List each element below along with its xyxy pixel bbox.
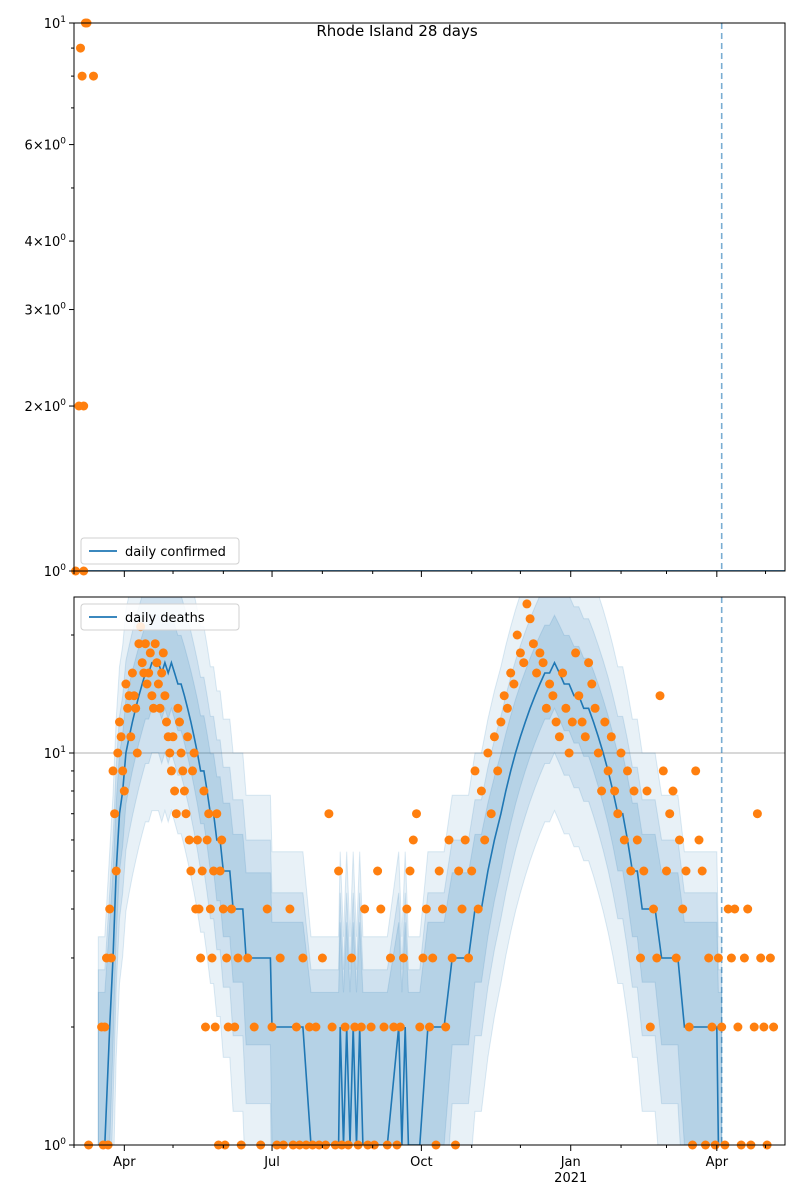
bottom-point-155 [490,732,499,741]
bottom-point-217 [691,766,700,775]
bottom-point-114 [357,1023,366,1032]
bottom-point-3 [100,1023,109,1032]
bottom-point-84 [243,954,252,963]
bottom-point-153 [483,749,492,758]
bottom-point-96 [298,954,307,963]
bottom-point-41 [162,718,171,727]
bottom-point-68 [206,905,215,914]
bottom-point-87 [263,905,272,914]
bottom-point-11 [113,749,122,758]
bottom-ytick-label-0: $10^0$ [43,1137,66,1154]
bottom-point-31 [146,648,155,657]
bottom-point-214 [682,867,691,876]
bottom-point-38 [157,669,166,678]
bottom-point-204 [649,905,658,914]
top-ytick-label-4: $6\times 10^0$ [24,136,66,154]
bottom-point-21 [130,691,139,700]
bottom-point-141 [445,836,454,845]
bottom-point-30 [144,669,153,678]
bottom-point-104 [324,809,333,818]
bottom-point-183 [581,732,590,741]
bottom-point-26 [138,658,147,667]
bottom-point-111 [347,954,356,963]
bottom-point-213 [678,905,687,914]
bottom-point-71 [211,1023,220,1032]
bottom-point-75 [217,836,226,845]
top-points [71,19,98,576]
bottom-point-66 [203,836,212,845]
bottom-point-159 [503,704,512,713]
bottom-point-107 [334,867,343,876]
bottom-point-44 [167,766,176,775]
bottom-point-133 [419,954,428,963]
bottom-point-88 [268,1023,277,1032]
bottom-point-6 [105,905,114,914]
bottom-point-139 [438,905,447,914]
bottom-point-171 [542,704,551,713]
bottom-point-105 [328,1023,337,1032]
bottom-xtick-sublabel-3: 2021 [554,1171,588,1186]
bottom-point-169 [535,648,544,657]
bottom-xtick-label-0: Apr [113,1155,136,1170]
bottom-point-175 [555,732,564,741]
bottom-point-15 [120,787,129,796]
bottom-point-206 [656,691,665,700]
bottom-point-34 [151,639,160,648]
top-point-3 [78,72,87,81]
bottom-point-150 [474,905,483,914]
bottom-point-100 [311,1023,320,1032]
bottom-point-56 [186,867,195,876]
bottom-point-199 [633,836,642,845]
bottom-point-94 [292,1023,301,1032]
bottom-point-81 [230,1023,239,1032]
bottom-point-76 [219,905,228,914]
bottom-point-166 [526,614,535,623]
top-point-8 [89,72,98,81]
bottom-point-43 [165,749,174,758]
bottom-point-174 [552,718,561,727]
bottom-point-178 [565,749,574,758]
bottom-legend-label: daily deaths [125,611,205,626]
bottom-point-74 [216,867,225,876]
bottom-point-173 [548,691,557,700]
bottom-point-28 [141,639,150,648]
top-plot-area [74,23,785,571]
bottom-point-131 [412,809,421,818]
bottom-point-168 [532,669,541,678]
bottom-xtick-label-1: Jul [264,1155,280,1170]
bottom-panel [44,523,785,1200]
bottom-point-193 [613,809,622,818]
bottom-point-128 [402,905,411,914]
bottom-point-80 [227,905,236,914]
bottom-point-185 [587,680,596,689]
bottom-point-69 [208,954,217,963]
bottom-point-35 [152,658,161,667]
bottom-point-189 [600,718,609,727]
bottom-point-55 [185,836,194,845]
bottom-point-51 [178,766,187,775]
bottom-point-32 [147,691,156,700]
bottom-point-138 [435,867,444,876]
bottom-point-120 [376,905,385,914]
bottom-point-144 [454,867,463,876]
bottom-point-135 [425,1023,434,1032]
bottom-point-36 [154,680,163,689]
bottom-point-203 [646,1023,655,1032]
bottom-point-200 [636,954,645,963]
bottom-point-47 [172,809,181,818]
bottom-point-154 [487,809,496,818]
bottom-point-210 [669,787,678,796]
top-point-2 [76,44,85,53]
bottom-point-92 [285,905,294,914]
bottom-point-201 [639,867,648,876]
bottom-point-230 [733,1023,742,1032]
bottom-point-63 [198,867,207,876]
top-panel [25,15,785,580]
bottom-point-39 [159,648,168,657]
bottom-point-161 [509,680,518,689]
bottom-point-198 [630,787,639,796]
bottom-point-64 [199,787,208,796]
top-ytick-label-0: $10^0$ [43,563,66,580]
bottom-point-82 [234,954,243,963]
bottom-point-147 [464,954,473,963]
bottom-point-215 [685,1023,694,1032]
bottom-point-194 [617,749,626,758]
bottom-point-14 [118,766,127,775]
bottom-point-115 [360,905,369,914]
bottom-point-187 [594,749,603,758]
bottom-point-233 [743,905,752,914]
bottom-point-48 [173,704,182,713]
bottom-point-172 [545,680,554,689]
top-point-5 [79,402,88,411]
bottom-point-162 [513,631,522,640]
bottom-point-57 [188,766,197,775]
bottom-point-184 [584,658,593,667]
bottom-point-151 [477,787,486,796]
bottom-point-22 [131,704,140,713]
bottom-point-140 [441,1023,450,1032]
bottom-xtick-label-2: Oct [410,1155,433,1170]
bottom-point-90 [276,954,285,963]
bottom-point-29 [143,680,152,689]
bottom-point-205 [652,954,661,963]
bottom-xtick-label-3: Jan [560,1155,581,1170]
bottom-point-238 [759,1023,768,1032]
bottom-point-142 [448,954,457,963]
bottom-point-134 [422,905,431,914]
bottom-point-53 [182,809,191,818]
bottom-point-127 [399,954,408,963]
bottom-point-237 [756,954,765,963]
bottom-point-12 [115,718,124,727]
bottom-point-222 [708,1023,717,1032]
bottom-point-37 [156,704,165,713]
bottom-point-196 [623,766,632,775]
bottom-point-225 [717,1023,726,1032]
top-axes-frame [74,23,785,571]
top-ytick-label-5: $10^1$ [43,15,66,32]
bottom-point-85 [250,1023,259,1032]
bottom-point-102 [318,954,327,963]
bottom-point-60 [193,836,202,845]
bottom-point-235 [750,1023,759,1032]
bottom-point-54 [183,732,192,741]
bottom-point-190 [604,766,613,775]
bottom-point-176 [558,669,567,678]
bottom-point-170 [539,658,548,667]
bottom-point-148 [467,867,476,876]
bottom-point-10 [112,867,121,876]
bottom-point-16 [121,680,130,689]
bottom-point-13 [117,732,126,741]
bottom-point-132 [415,1023,424,1032]
bottom-point-117 [367,1023,376,1032]
bottom-point-65 [201,1023,210,1032]
bottom-point-146 [461,836,470,845]
bottom-point-157 [496,718,505,727]
bottom-point-197 [626,867,635,876]
bottom-point-119 [373,867,382,876]
bottom-point-152 [480,836,489,845]
bottom-legend [81,604,239,630]
bottom-point-209 [665,809,674,818]
bottom-point-229 [730,905,739,914]
bottom-point-46 [170,787,179,796]
bottom-point-177 [561,704,570,713]
bottom-point-218 [695,836,704,845]
bottom-point-78 [222,954,231,963]
top-ytick-label-2: $3\times 10^0$ [24,301,66,319]
bottom-point-52 [180,787,189,796]
bottom-ytick-label-1: $10^1$ [43,744,66,762]
bottom-point-9 [110,809,119,818]
bottom-point-208 [662,867,671,876]
top-ytick-label-1: $2\times 10^0$ [24,398,66,416]
bottom-point-62 [196,954,205,963]
bottom-point-61 [195,905,204,914]
bottom-point-236 [753,809,762,818]
bottom-point-212 [675,836,684,845]
bottom-point-179 [568,718,577,727]
bottom-point-19 [126,732,135,741]
bottom-point-181 [574,691,583,700]
bottom-point-17 [123,704,132,713]
bottom-point-8 [109,766,118,775]
bottom-point-232 [740,954,749,963]
bottom-point-40 [160,691,169,700]
top-ytick-label-3: $4\times 10^0$ [24,233,66,251]
bottom-point-109 [341,1023,350,1032]
bottom-point-164 [519,658,528,667]
bottom-point-156 [493,766,502,775]
bottom-point-167 [529,639,538,648]
bottom-point-191 [607,732,616,741]
bottom-point-186 [591,704,600,713]
bottom-point-49 [175,718,184,727]
bottom-point-165 [522,599,531,608]
top-legend [81,538,239,564]
bottom-point-72 [212,809,221,818]
bottom-point-160 [506,669,515,678]
bottom-point-195 [620,836,629,845]
bottom-point-136 [428,954,437,963]
bottom-point-207 [659,766,668,775]
bottom-point-130 [409,836,418,845]
bottom-point-67 [204,809,213,818]
bottom-point-20 [128,669,137,678]
bottom-point-211 [672,954,681,963]
bottom-point-123 [386,954,395,963]
bottom-point-23 [133,749,142,758]
bottom-point-126 [396,1023,405,1032]
bottom-point-221 [704,954,713,963]
bottom-point-158 [500,691,509,700]
bottom-point-45 [169,732,178,741]
bottom-point-219 [698,867,707,876]
bottom-point-58 [190,749,199,758]
top-legend-label: daily confirmed [125,545,226,560]
bottom-point-241 [769,1023,778,1032]
bottom-point-188 [597,787,606,796]
bottom-point-50 [177,749,186,758]
bottom-point-7 [107,954,116,963]
bottom-point-228 [727,954,736,963]
bottom-point-149 [471,766,480,775]
bottom-point-129 [406,867,415,876]
bottom-point-180 [571,648,580,657]
figure-title: Rhode Island 28 days [316,22,478,40]
bottom-point-192 [610,787,619,796]
bottom-point-202 [643,787,652,796]
bottom-point-240 [766,954,775,963]
bottom-point-163 [516,648,525,657]
bottom-point-224 [714,954,723,963]
bottom-point-121 [380,1023,389,1032]
bottom-point-145 [458,905,467,914]
bottom-point-182 [578,718,587,727]
bottom-xtick-label-4: Apr [705,1155,729,1170]
